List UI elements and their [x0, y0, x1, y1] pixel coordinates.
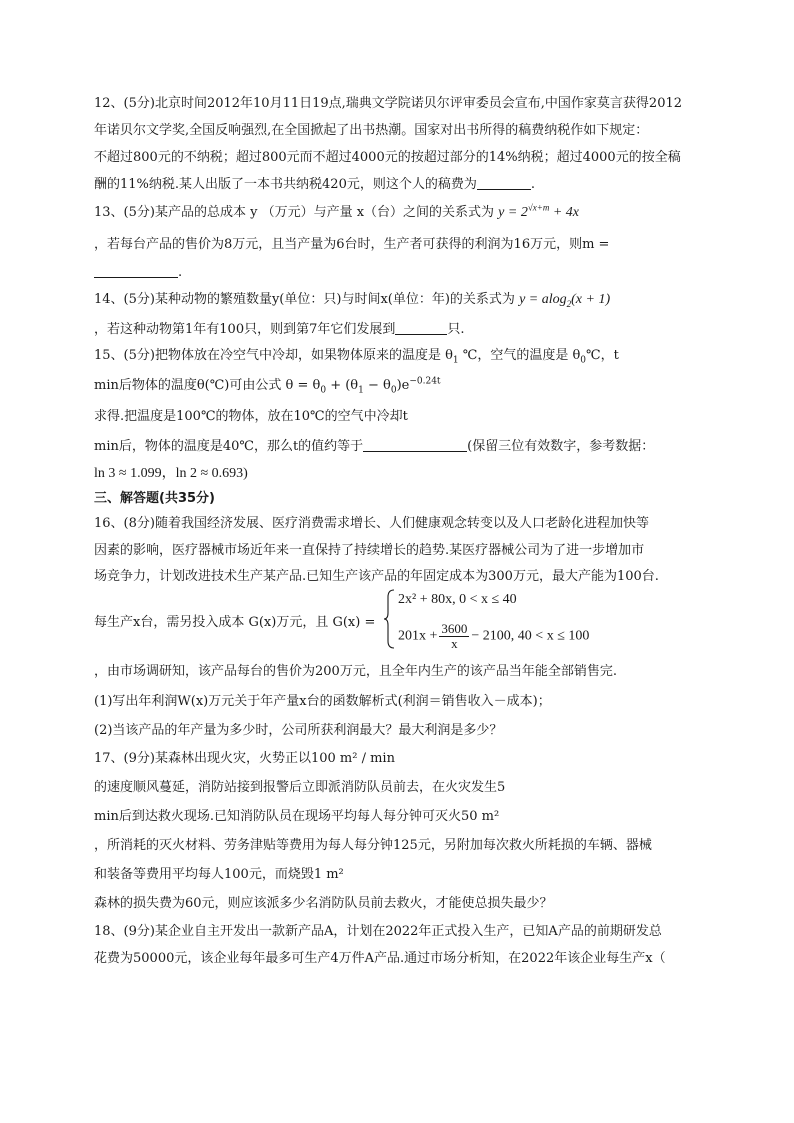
- q16-line-2: 因素的影响，医疗器械市场近年来一直保持了持续增长的趋势.某医疗器械公司为了进一步增加市: [94, 543, 645, 558]
- q17-line-6: 森林的损失费为60元，则应该派多少名消防队员前去救火，才能使总损失最少？: [94, 896, 553, 911]
- q13-line-3: .: [94, 263, 714, 283]
- q15-answer-blank[interactable]: [363, 437, 467, 452]
- q12-line-1: 12、(5分)北京时间2012年10月11日19点,瑞典文学院诺贝尔评审委员会宣布,中国作家莫言获得2012: [94, 96, 683, 111]
- piecewise-brace: [383, 589, 395, 649]
- q14-line-2: ，若这种动物第1年有100只，则到第7年它们发展到 只.: [94, 322, 465, 337]
- q13-text: 13、(5分)某产品的总成本 y （万元）与产量 x（台）之间的关系式为: [94, 205, 495, 220]
- q16-line-4: 每生产x台，需另投入成本 G(x)万元，且 G(x) =: [94, 615, 376, 630]
- q13-formula: $y = 2^{√x+m} + 4x$: [498, 202, 580, 220]
- q12-line-4: 酬的11%纳税.某人出版了一本书共纳税420元，则这个人的稿费为 .: [94, 177, 535, 192]
- q16-line-3: 场竞争力，计划改进技术生产某产品.已知生产该产品的年固定成本为300万元，最大产能为100台.: [94, 569, 659, 584]
- q15-line-3: 求得.把温度是100℃的物体，放在10℃的空气中冷却t: [94, 409, 408, 424]
- q17-line-3: min后到达救火现场.已知消防队员在现场平均每人每分钟可灭火50 m²: [94, 809, 500, 824]
- q12-text: 酬的11%纳税.某人出版了一本书共纳税420元，则这个人的稿费为: [94, 177, 477, 192]
- q13-line-1: [94, 203, 714, 223]
- q14-answer-blank[interactable]: [395, 320, 447, 335]
- q13-answer-blank[interactable]: [94, 263, 178, 278]
- q12-answer-blank[interactable]: [477, 175, 531, 190]
- q13-line-2: ，若每台产品的售价为8万元，且当产量为6台时，生产者可获得的利润为16万元，则m =: [94, 237, 610, 252]
- q16-line-5: ，由市场调研知，该产品每台的售价为200万元，且全年内生产的该产品当年能全部销售完.: [94, 664, 617, 679]
- q14-text: 14、(5分)某种动物的繁殖数量y(单位：只)与时间x(单位：年)的关系式为: [94, 292, 515, 307]
- piecewise-case-2: 201x + $\frac{3600}{x}$ − 2100, 40 < x ≤ 100: [398, 621, 590, 651]
- q15-line-2: min后物体的温度θ(℃)可由公式 $\theta = \theta_0 + (\theta_1 - \theta_0)e^{-0.24t}$: [94, 376, 441, 396]
- q17-line-5: 和装备等费用平均每人100元，而烧毁1 m²: [94, 867, 344, 882]
- q16-sub-1: (1)写出年利润W(x)万元关于年产量x台的函数解析式(利润＝销售收入－成本)；: [94, 694, 551, 709]
- q18-line-2: 花费为50000元，该企业每年最多可生产4万件A产品.通过市场分析知，在2022年该企业每生产x（: [94, 951, 666, 966]
- q18-line-1: 18、(9分)某企业自主开发出一款新产品A，计划在2022年正式投入生产，已知A产品的前期研发总: [94, 924, 662, 939]
- q16-line-1: 16、(8分)随着我国经济发展、医疗消费需求增长、人们健康观念转变以及人口老龄化进程加快等: [94, 516, 649, 531]
- q15-line-1: 15、(5分)把物体放在冷空气中冷却，如果物体原来的温度是 $\theta_1$ ℃，空气的温度是 $\theta_0℃$，t: [94, 348, 619, 366]
- q17-line-1: 17、(9分)某森林出现火灾，火势正以100 m² / min: [94, 751, 395, 766]
- q16-sub-2: (2)当该产品的年产量为多少时，公司所获利润最大？最大利润是多少？: [94, 723, 503, 738]
- piecewise-case-1: 2x² + 80x, 0 < x ≤ 40: [398, 592, 517, 607]
- q14-line-1: [94, 290, 714, 310]
- q12-line-3: 不超过800元的不纳税；超过800元而不超过4000元的按超过部分的14%纳税；超过4000元的按全稿: [94, 150, 681, 165]
- section-title: 三、解答题(共35分): [94, 491, 215, 506]
- q14-formula: y = alog$_2$(x + 1): [519, 292, 611, 309]
- q15-line-4: min后，物体的温度是40℃，那么t的值约等于 (保留三位有效数字，参考数据：: [94, 439, 655, 454]
- q12-line-2: 年诺贝尔文学奖,全国反响强烈,在全国掀起了出书热潮。国家对出书所得的稿费纳税作如下规定：: [94, 123, 649, 138]
- q17-line-2: 的速度顺风蔓延，消防站接到报警后立即派消防队员前去，在火灾发生5: [94, 780, 506, 795]
- q15-line-5: ln 3 ≈ 1.099，ln 2 ≈ 0.693): [94, 466, 248, 481]
- q17-line-4: ，所消耗的灭火材料、劳务津贴等费用为每人每分钟125元，另附加每次救火所耗损的车辆、器械: [94, 838, 652, 853]
